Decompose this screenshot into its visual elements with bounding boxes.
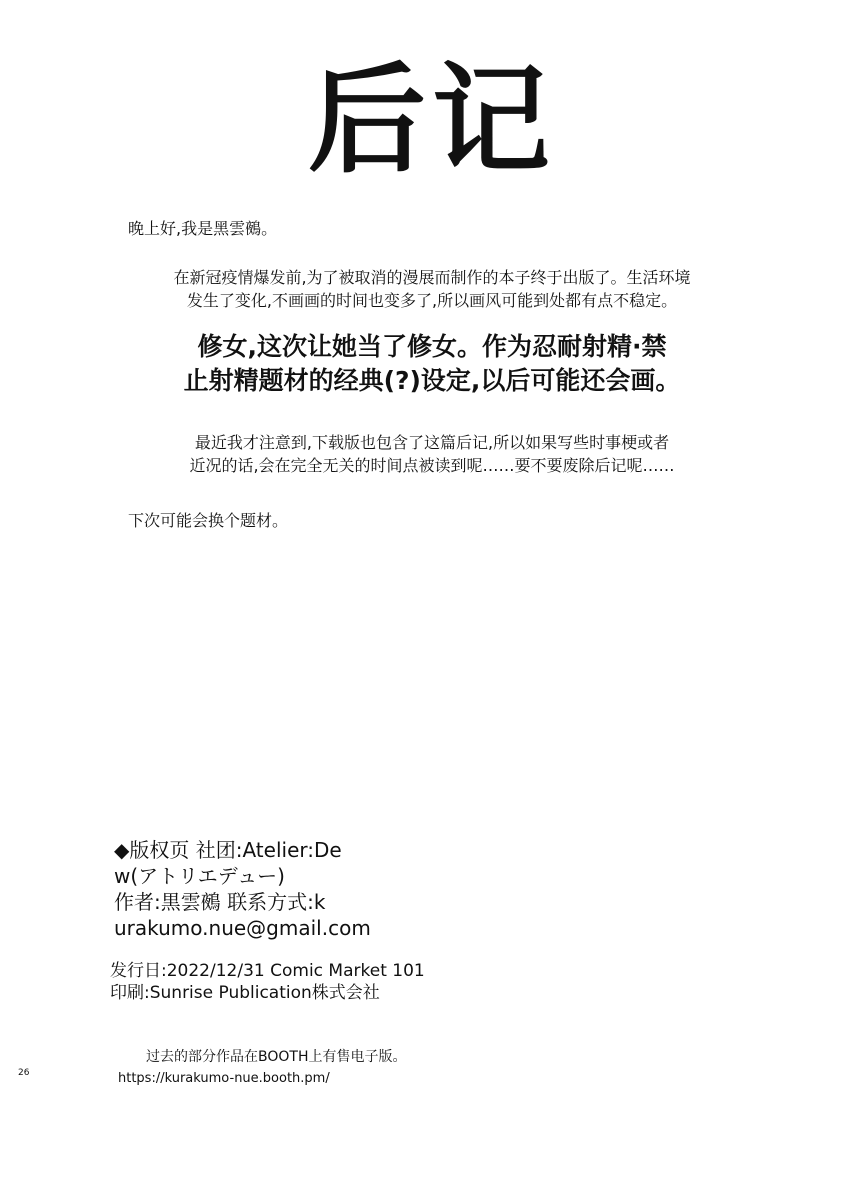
page-title: 后记 xyxy=(307,51,556,189)
greeting-text: 晚上好,我是黑雲鵺。 xyxy=(128,219,278,238)
colophon-line-2: w(アトリエデュー) xyxy=(114,864,285,888)
paragraph-3 xyxy=(0,431,864,477)
paragraph-4: 下次可能会换个题材。 xyxy=(128,511,289,530)
paragraph-2-emphasis xyxy=(0,330,864,398)
paragraph-3-line-1: 最近我才注意到,下载版也包含了这篇后记,所以如果写些时事梗或者 xyxy=(194,433,670,452)
colophon-block xyxy=(114,837,371,941)
paragraph-1-line-2: 发生了变化,不画画的时间也变多了,所以画风可能到处都有点不稳定。 xyxy=(186,291,678,310)
booth-url-link[interactable]: https://kurakumo-nue.booth.pm/ xyxy=(118,1071,330,1086)
paragraph-3-line-2: 近况的话,会在完全无关的时间点被读到呢……要不要废除后记呢…… xyxy=(189,456,675,475)
booth-note: 过去的部分作品在BOOTH上有售电子版。 xyxy=(146,1049,407,1065)
page-number: 26 xyxy=(18,1068,30,1078)
paragraph-1 xyxy=(0,266,864,312)
colophon-email: urakumo.nue@gmail.com xyxy=(114,916,371,940)
printer-info: 印刷:Sunrise Publication株式会社 xyxy=(110,983,380,1003)
publish-date: 发行日:2022/12/31 Comic Market 101 xyxy=(110,961,425,981)
paragraph-2-line-1: 修女,这次让她当了修女。作为忍耐射精·禁 xyxy=(197,332,667,361)
colophon-line-1: ◆版权页 社团:Atelier:De xyxy=(114,838,342,862)
publication-info xyxy=(110,960,425,1004)
paragraph-2-line-2: 止射精题材的经典(?)设定,以后可能还会画。 xyxy=(183,366,681,395)
paragraph-1-line-1: 在新冠疫情爆发前,为了被取消的漫展而制作的本子终于出版了。生活环境 xyxy=(173,268,691,287)
colophon-line-3: 作者:黒雲鵺 联系方式:k xyxy=(114,890,326,914)
